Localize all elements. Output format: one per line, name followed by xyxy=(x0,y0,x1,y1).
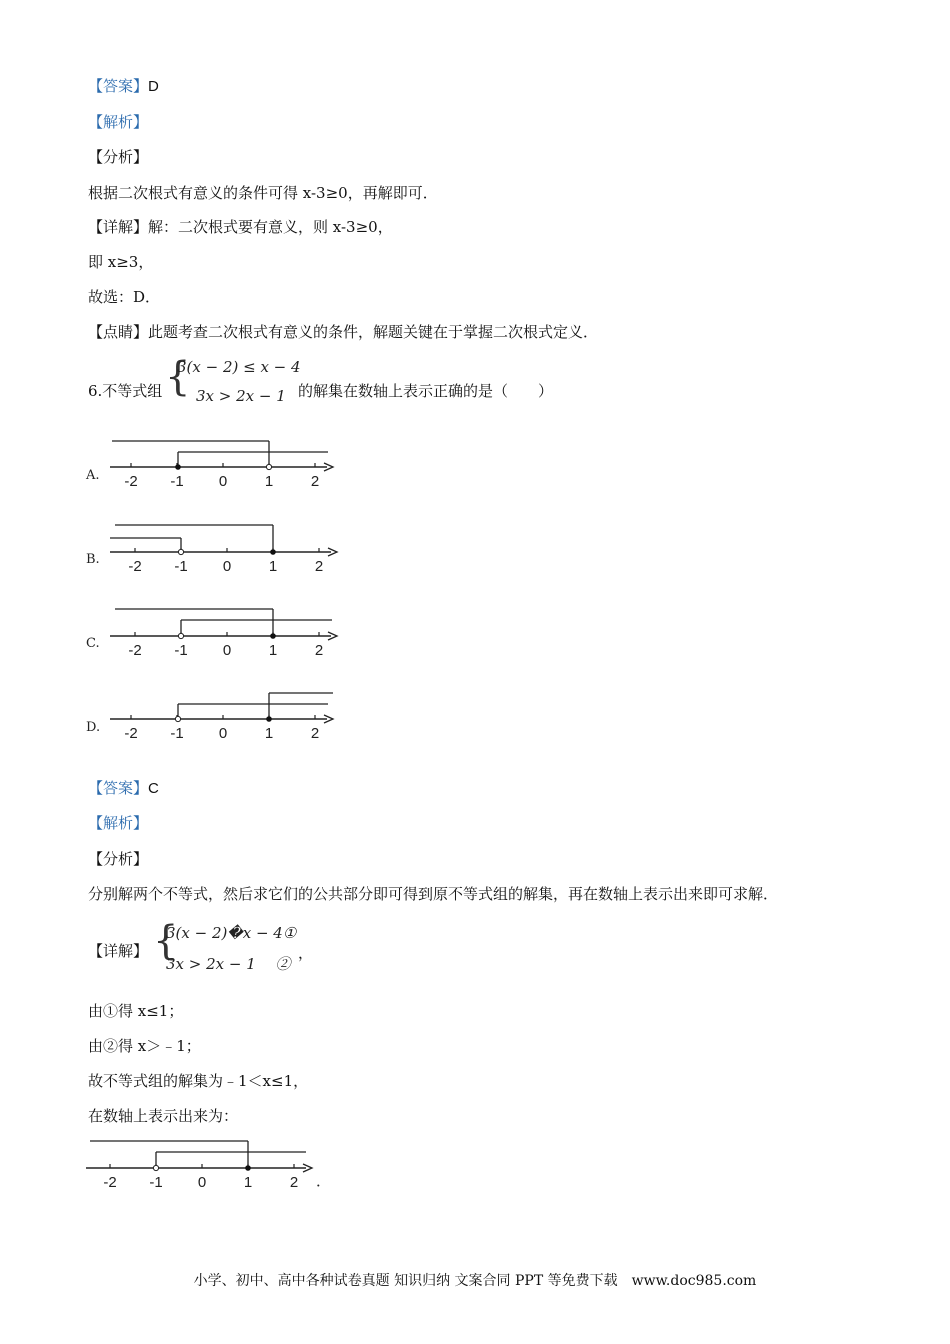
tick-label: 1 xyxy=(268,558,278,575)
closed-dot xyxy=(266,716,272,722)
final-period: ． xyxy=(316,1173,332,1190)
tick-label: -2 xyxy=(124,473,138,490)
tick-label: 1 xyxy=(264,473,274,490)
option-d-label: D. xyxy=(86,720,101,735)
q6-answer-line xyxy=(88,778,159,799)
number-line-option-c xyxy=(0,598,360,668)
detail-line-3: 故选：D． xyxy=(88,288,161,306)
inequality-2: 3x > 2x − 1 xyxy=(196,387,286,405)
tick-label: -1 xyxy=(170,473,184,490)
detail-inequality-2: 3x > 2x − 1 ② xyxy=(166,955,291,973)
closed-dot xyxy=(245,1165,251,1171)
tick-label: 1 xyxy=(268,642,278,659)
option-c-label: C. xyxy=(86,636,100,651)
step-4: 在数轴上表示出来为： xyxy=(88,1107,239,1125)
tick-label: 0 xyxy=(218,725,228,742)
open-dot xyxy=(175,716,180,721)
tick-label: -2 xyxy=(128,642,142,659)
q5-answer-line xyxy=(88,76,159,97)
dianjing-tag: 【点睛】 xyxy=(88,323,149,341)
detail-comma: ， xyxy=(298,944,314,962)
tick-label: 2 xyxy=(314,558,324,575)
tick-label: -2 xyxy=(128,558,142,575)
fenxi-text: 分别解两个不等式，然后求它们的公共部分即可得到原不等式组的解集，再在数轴上表示出来即可求解． xyxy=(88,885,779,903)
inequality-1: 3(x − 2) ≤ x − 4 xyxy=(177,358,301,376)
detail-tag: 【详解】 xyxy=(88,942,149,960)
fenxi-tag: 【分析】 xyxy=(88,148,149,166)
q6-stem-prefix: 6.不等式组 xyxy=(88,382,163,400)
tick-label: 1 xyxy=(243,1174,253,1191)
number-line-option-d xyxy=(0,682,360,752)
option-b-label: B. xyxy=(86,552,100,567)
detail-line xyxy=(88,217,393,237)
closed-dot xyxy=(270,549,276,555)
step-3: 故不等式组的解集为﹣1＜x≤1， xyxy=(88,1072,309,1090)
tick-label: 0 xyxy=(222,558,232,575)
tick-label: -1 xyxy=(170,725,184,742)
detail-line-2: 即 x≥3， xyxy=(88,253,154,271)
dianjing-line xyxy=(88,322,598,342)
closed-dot xyxy=(175,464,181,470)
number-line-solution xyxy=(0,1130,340,1200)
open-dot xyxy=(153,1165,158,1170)
open-dot xyxy=(266,464,271,469)
tick-label: 0 xyxy=(218,473,228,490)
number-line-option-b xyxy=(0,514,360,584)
step-2: 由②得 x＞﹣1； xyxy=(88,1037,201,1055)
option-a-label: A. xyxy=(86,468,100,483)
tick-label: 1 xyxy=(264,725,274,742)
analysis-tag: 【解析】 xyxy=(88,814,149,832)
q6-stem-suffix: 的解集在数轴上表示正确的是（ ） xyxy=(298,382,554,400)
footer: 小学、初中、高中各种试卷真题 知识归纳 文案合同 PPT 等免费下载 www.doc985.com xyxy=(193,1273,757,1289)
detail-inequality-1: 3(x − 2)�x − 4① xyxy=(166,924,297,942)
fenxi-tag: 【分析】 xyxy=(88,850,149,868)
tick-label: -1 xyxy=(174,558,188,575)
tick-label: -1 xyxy=(174,642,188,659)
open-dot xyxy=(178,633,183,638)
detail-text: 解：二次根式要有意义，则 x-3≥0， xyxy=(148,218,393,236)
answer-tag: 【答案】 xyxy=(88,779,149,797)
detail-tag: 【详解】 xyxy=(88,218,149,236)
tick-label: 0 xyxy=(222,642,232,659)
answer-tag: 【答案】 xyxy=(88,77,149,95)
system-brace: { xyxy=(165,354,191,400)
tick-label: 2 xyxy=(289,1174,299,1191)
fenxi-text: 根据二次根式有意义的条件可得 x-3≥0，再解即可． xyxy=(88,184,438,202)
tick-label: 2 xyxy=(314,642,324,659)
dianjing-text: 此题考查二次根式有意义的条件，解题关键在于掌握二次根式定义． xyxy=(148,323,599,341)
answer-value: C xyxy=(148,780,159,797)
open-dot xyxy=(178,549,183,554)
detail-system-brace: { xyxy=(153,918,179,964)
step-1: 由①得 x≤1； xyxy=(88,1002,184,1020)
number-line-option-a xyxy=(0,430,360,500)
closed-dot xyxy=(270,633,276,639)
tick-label: 2 xyxy=(310,473,320,490)
tick-label: -2 xyxy=(124,725,138,742)
answer-value: D xyxy=(148,78,159,95)
tick-label: -2 xyxy=(103,1174,117,1191)
analysis-tag: 【解析】 xyxy=(88,113,149,131)
tick-label: 2 xyxy=(310,725,320,742)
tick-label: -1 xyxy=(149,1174,163,1191)
tick-label: 0 xyxy=(197,1174,207,1191)
